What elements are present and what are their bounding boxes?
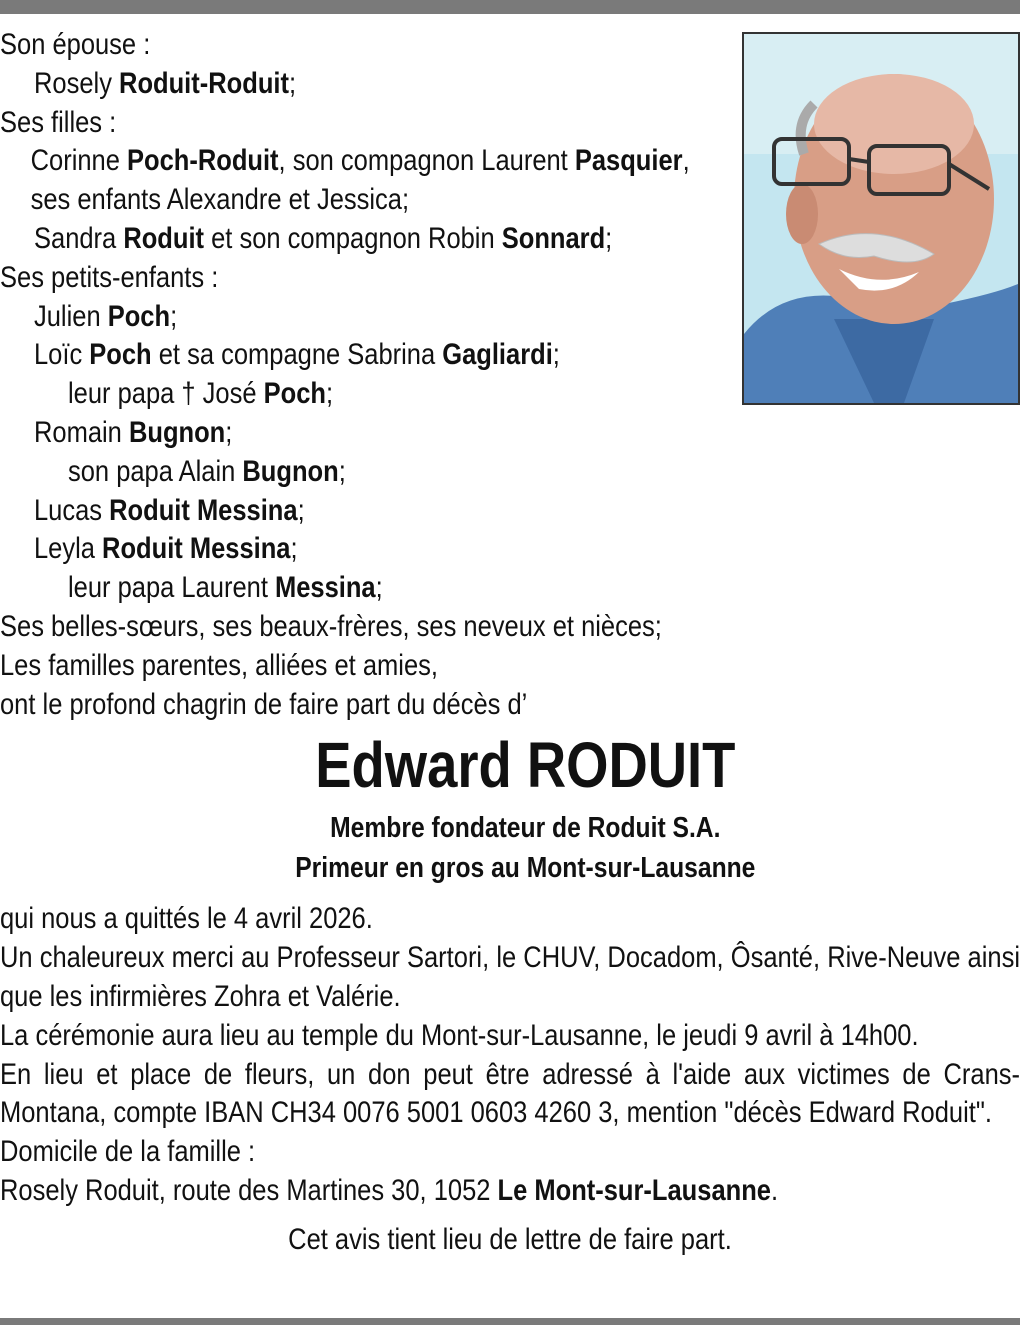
family-name: Messina: [274, 571, 376, 605]
family-text: ;: [170, 299, 178, 333]
family-text: ont le profond chagrin de faire part du décès d’: [0, 687, 528, 721]
family-name: Roduit Messina: [109, 493, 298, 527]
family-text: et son compagnon Robin: [204, 221, 502, 255]
family-text: son papa Alain: [68, 454, 243, 488]
family-text: , son compagnon Laurent: [278, 144, 575, 178]
family-text: ;: [325, 377, 334, 411]
closing-note: Cet avis tient lieu de lettre de faire part.: [288, 1222, 732, 1256]
family-text: ;: [338, 454, 346, 488]
address-city: Le Mont-sur-Lausanne: [497, 1173, 771, 1207]
family-text: leur papa † José: [68, 377, 264, 411]
family-text: Ses filles :: [0, 105, 117, 139]
family-list: [0, 26, 1020, 724]
family-text: ;: [288, 66, 297, 100]
family-text: Leyla: [34, 532, 103, 566]
family-name: Poch: [107, 299, 171, 333]
top-border: [0, 0, 1020, 14]
address-period: .: [770, 1173, 779, 1207]
family-text: ;: [297, 493, 305, 527]
deceased-name: Edward RODUIT: [315, 729, 736, 802]
family-text: ;: [552, 338, 560, 372]
family-text: Ses belles-sœurs, ses beaux-frères, ses neveux et nièces;: [0, 609, 662, 643]
family-name: Gagliardi: [442, 338, 553, 372]
family-line: [0, 647, 1020, 686]
deceased-occupation: Primeur en gros au Mont-sur-Lausanne: [295, 852, 756, 885]
family-line: [0, 298, 1020, 337]
bottom-border: [0, 1318, 1020, 1325]
family-line: [0, 686, 1020, 725]
family-text: Romain: [34, 415, 129, 449]
family-name: Bugnon: [128, 415, 226, 449]
family-name: Sonnard: [501, 221, 606, 255]
obituary-content: [0, 26, 1020, 1260]
family-text: Rosely: [34, 66, 120, 100]
death-date: qui nous a quittés le 4 avril 2026.: [0, 902, 373, 936]
family-text: ;: [290, 532, 298, 566]
family-line: [0, 569, 1020, 608]
family-text: ses enfants Alexandre et Jessica;: [30, 183, 410, 217]
family-text: Sandra: [34, 221, 124, 255]
family-name: Poch-Roduit: [126, 144, 279, 178]
family-address: [0, 1172, 1020, 1211]
family-text: Corinne: [30, 144, 127, 178]
domicile-label: Domicile de la famille :: [0, 1135, 256, 1169]
family-line: [0, 414, 1020, 453]
address-street: Rosely Roduit, route des Martines 30, 1052: [0, 1173, 498, 1207]
family-text: ;: [605, 221, 613, 255]
family-line: [0, 26, 1020, 65]
family-text: ;: [225, 415, 233, 449]
family-text: Julien: [34, 299, 108, 333]
family-name: Roduit-Roduit: [119, 66, 289, 100]
ceremony-paragraph: La cérémonie aura lieu au temple du Mont-sur-Lausanne, le jeudi 9 avril à 14h00.: [0, 1018, 919, 1052]
family-text: Les familles parentes, alliées et amies,: [0, 648, 438, 682]
family-line: [0, 65, 1020, 104]
family-line: [0, 181, 1020, 220]
family-text: Son épouse :: [0, 28, 151, 61]
family-text: ;: [375, 571, 383, 605]
family-line: [0, 375, 1020, 414]
family-line: [0, 220, 1020, 259]
family-text: leur papa Laurent: [68, 571, 275, 605]
family-line: [0, 530, 1020, 569]
family-name: Pasquier: [574, 144, 683, 178]
family-line: [0, 492, 1020, 531]
donation-paragraph: En lieu et place de fleurs, un don peut être adressé à l'aide aux victimes de Crans-Montana, compte IBAN CH34 0076 5001 0603 4260 3, mention "décès Edward Roduit".: [0, 1057, 1020, 1130]
family-name: Roduit: [123, 221, 205, 255]
family-text: Lucas: [34, 493, 110, 527]
family-line: [0, 608, 1020, 647]
family-text: Loïc: [34, 338, 90, 372]
family-name: Bugnon: [242, 454, 339, 488]
thanks-paragraph: Un chaleureux merci au Professeur Sartori, le CHUV, Docadom, Ôsanté, Rive-Neuve ainsi que les infirmières Zohra et Valérie.: [0, 941, 1020, 1013]
family-name: Roduit Messina: [102, 532, 291, 566]
family-name: Poch: [263, 377, 326, 411]
deceased-role: Membre fondateur de Roduit S.A.: [330, 812, 721, 845]
family-line: [0, 142, 1020, 181]
family-name: Poch: [89, 338, 152, 372]
family-text: ,: [682, 144, 690, 178]
family-text: Ses petits-enfants :: [0, 260, 219, 294]
family-text: et sa compagne Sabrina: [151, 338, 443, 372]
family-line: [0, 336, 1020, 375]
family-line: [0, 453, 1020, 492]
family-line: [0, 104, 1020, 143]
family-line: [0, 259, 1020, 298]
